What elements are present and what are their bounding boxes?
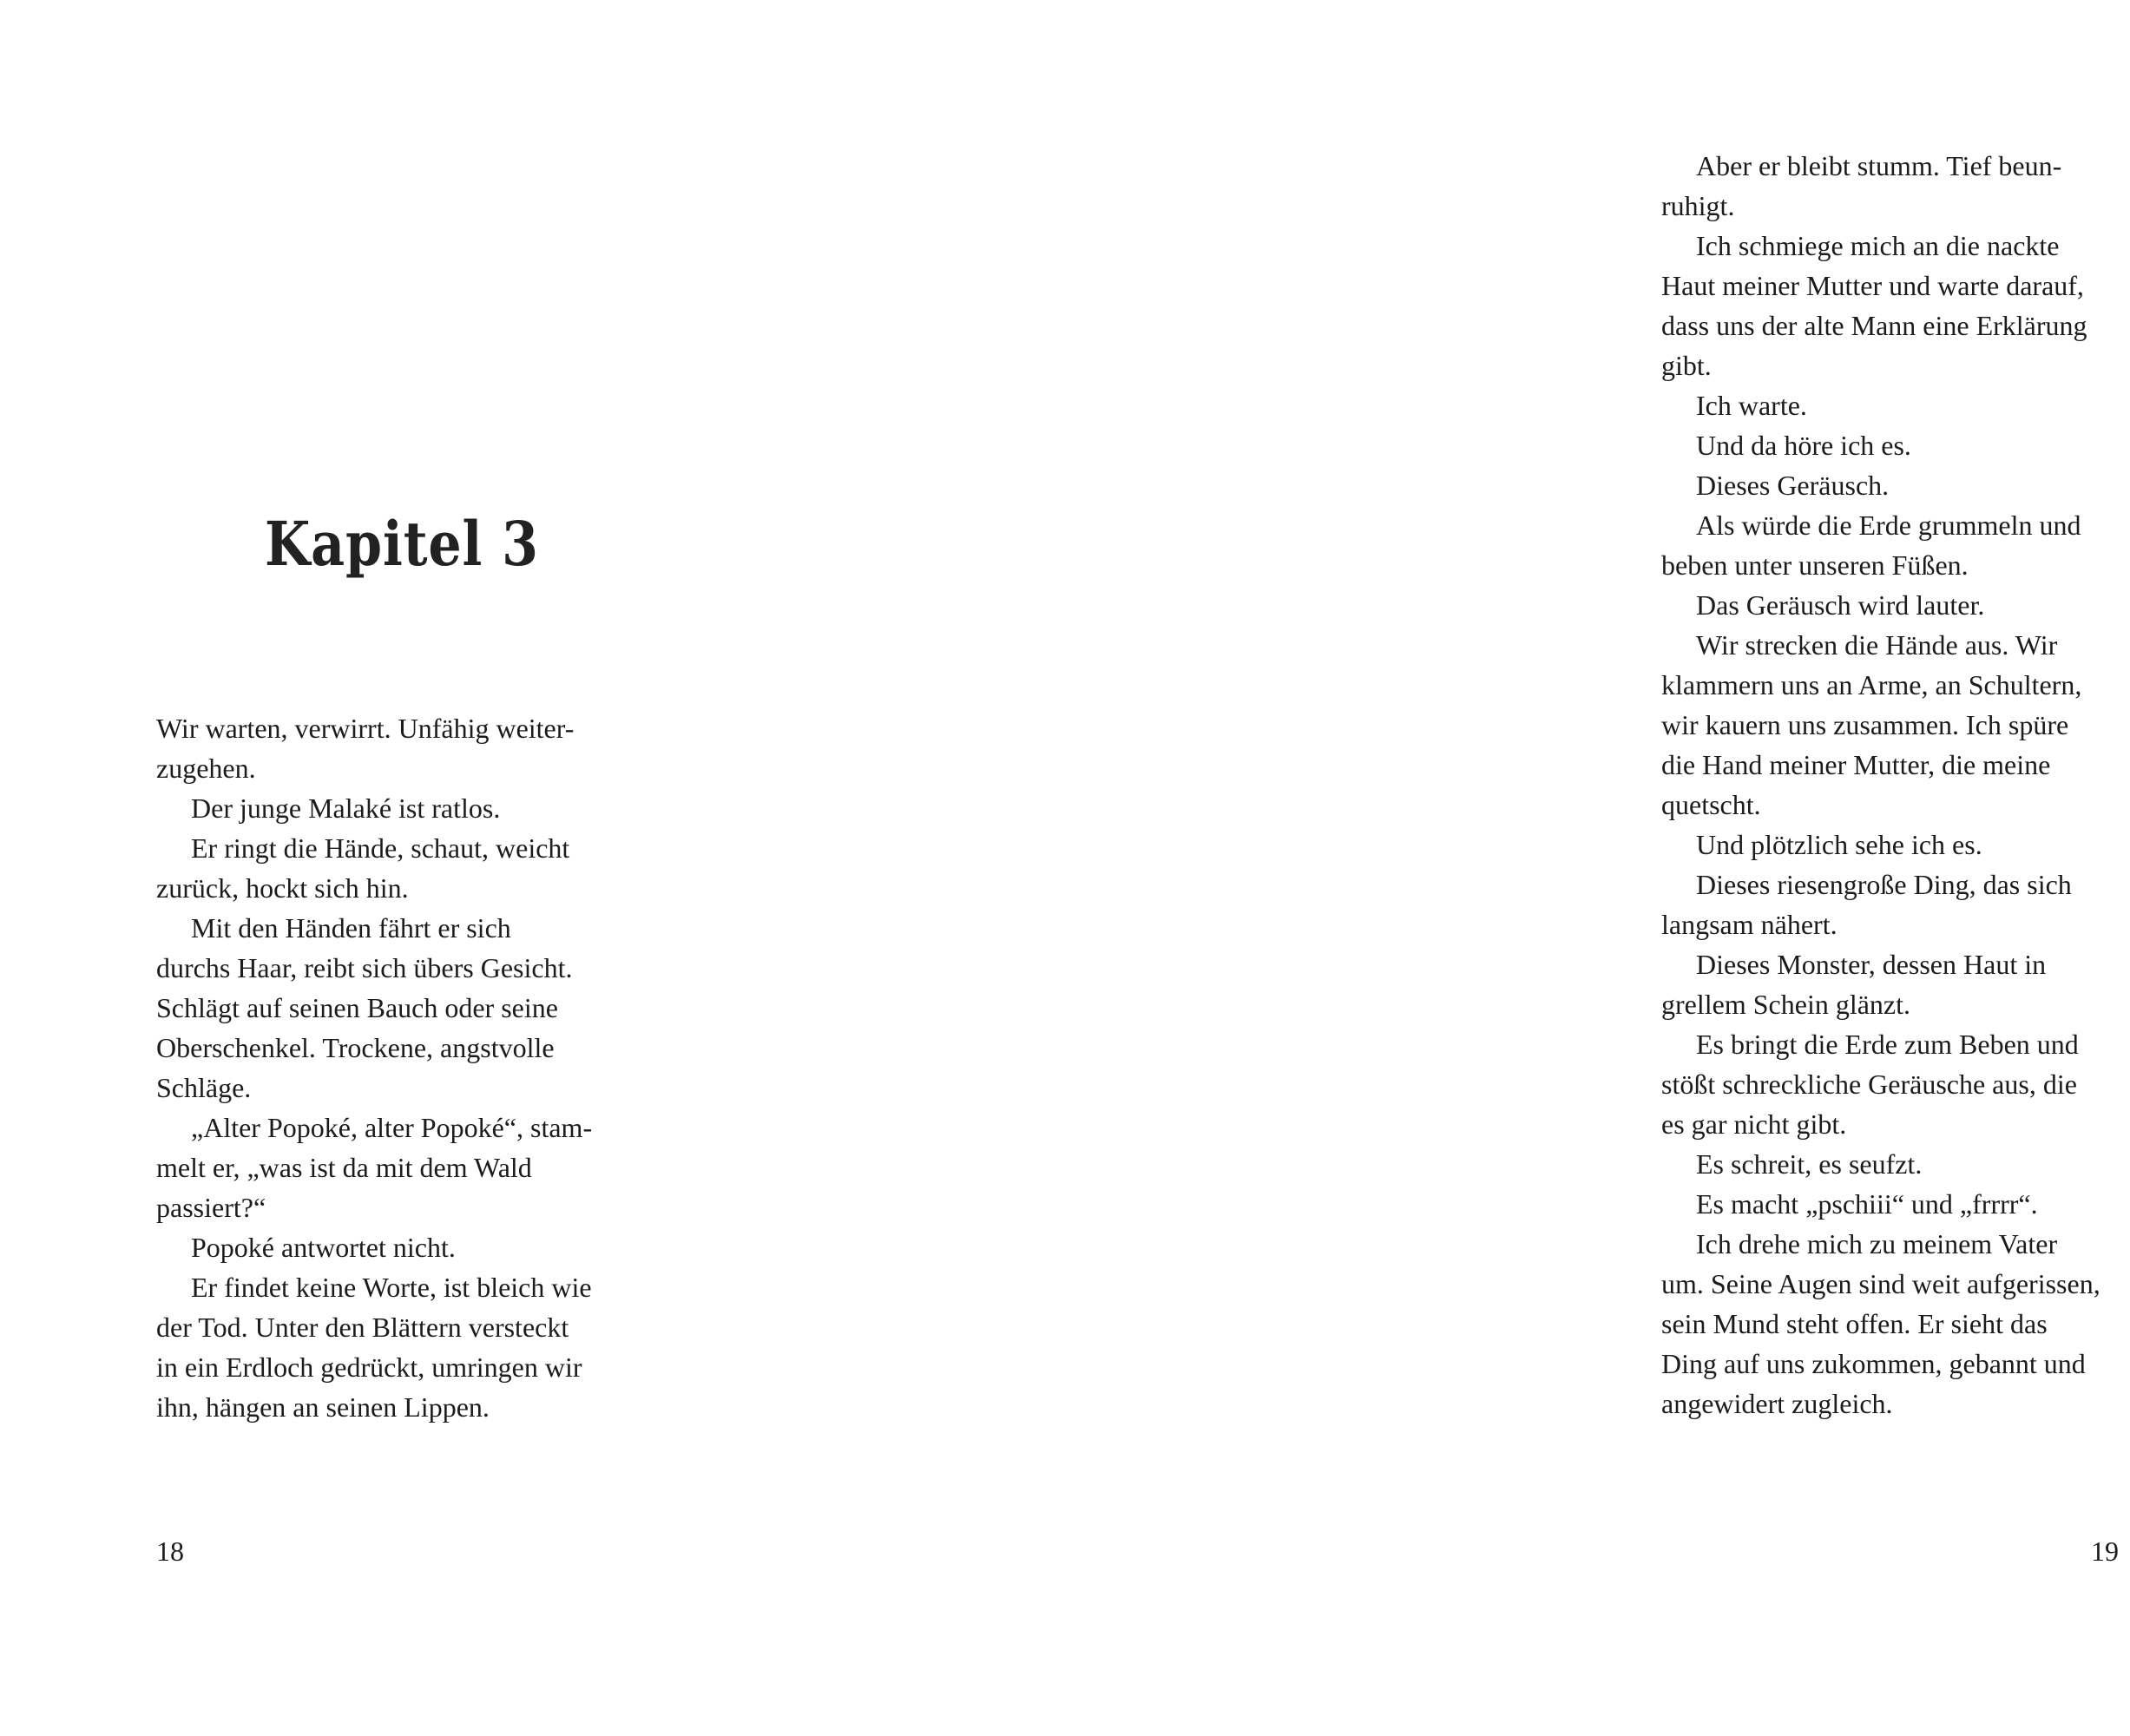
left-page — [0, 0, 761, 1736]
text-line: ruhigt. — [1661, 190, 1735, 221]
text-line: Das Geräusch wird lauter. — [1696, 589, 1985, 621]
text-line: Als würde die Erde grummeln und — [1696, 510, 2081, 541]
chapter-title: Kapitel 3 — [265, 508, 539, 580]
text-line: Oberschenkel. Trockene, angstvolle — [156, 1032, 555, 1063]
text-line: in ein Erdloch gedrückt, umringen wir — [156, 1351, 582, 1383]
text-line: Es macht „pschiii“ und „frrrr“. — [1696, 1188, 2038, 1220]
text-line: der Tod. Unter den Blättern versteckt — [156, 1312, 569, 1343]
text-line: melt er, „was ist da mit dem Wald — [156, 1152, 532, 1183]
text-line: Popoké antwortet nicht. — [191, 1232, 456, 1263]
text-line: Mit den Händen fährt er sich — [191, 912, 511, 944]
text-line: quetscht. — [1661, 789, 1761, 820]
text-line: beben unter unseren Füßen. — [1661, 549, 1969, 581]
text-line: um. Seine Augen sind weit aufgerissen, — [1661, 1268, 2100, 1299]
text-line: „Alter Popoké, alter Popoké“, stam- — [191, 1112, 593, 1143]
text-line: Der junge Malaké ist ratlos. — [191, 792, 501, 824]
page-number: 19 — [2091, 1535, 2119, 1567]
text-line: zugehen. — [156, 753, 256, 784]
text-line: Es schreit, es seufzt. — [1696, 1148, 1923, 1180]
text-line: Und da höre ich es. — [1696, 430, 1911, 461]
text-line: ihn, hängen an seinen Lippen. — [156, 1391, 490, 1423]
text-line: Er ringt die Hände, schaut, weicht — [191, 832, 570, 864]
text-line: angewidert zugleich. — [1661, 1388, 1893, 1419]
text-line: wir kauern uns zusammen. Ich spüre — [1661, 709, 2069, 740]
text-line: Schläge. — [156, 1072, 252, 1103]
text-line: Dieses Monster, dessen Haut in — [1696, 949, 2047, 980]
text-line: Wir strecken die Hände aus. Wir — [1696, 629, 2058, 661]
page-number: 18 — [156, 1535, 184, 1567]
text-line: langsam nähert. — [1661, 909, 1837, 940]
text-line: dass uns der alte Mann eine Erklärung — [1661, 310, 2087, 341]
text-line: es gar nicht gibt. — [1661, 1108, 1847, 1140]
text-line: klammern uns an Arme, an Schultern, — [1661, 669, 2082, 700]
text-line: Es bringt die Erde zum Beben und — [1696, 1029, 2079, 1060]
text-line: Er findet keine Worte, ist bleich wie — [191, 1272, 592, 1303]
right-page — [761, 0, 2119, 1736]
text-line: zurück, hockt sich hin. — [156, 872, 409, 904]
text-line: Haut meiner Mutter und warte darauf, — [1661, 270, 2084, 301]
text-line: Schlägt auf seinen Bauch oder seine — [156, 992, 558, 1023]
text-line: Dieses Geräusch. — [1696, 470, 1890, 501]
text-line: passiert?“ — [156, 1192, 266, 1223]
text-line: Ding auf uns zukommen, gebannt und — [1661, 1348, 2086, 1379]
text-line: sein Mund steht offen. Er sieht das — [1661, 1308, 2048, 1339]
text-line: Und plötzlich sehe ich es. — [1696, 829, 1982, 860]
left-page-text — [156, 708, 625, 1427]
text-line: grellem Schein glänzt. — [1661, 989, 1911, 1020]
text-line: stößt schreckliche Geräusche aus, die — [1661, 1069, 2077, 1100]
right-page-text — [1661, 146, 2130, 1424]
text-line: durchs Haar, reibt sich übers Gesicht. — [156, 952, 573, 983]
text-line: die Hand meiner Mutter, die meine — [1661, 749, 2051, 780]
text-line: gibt. — [1661, 350, 1712, 381]
text-line: Aber er bleibt stumm. Tief beun- — [1696, 150, 2062, 181]
text-line: Ich warte. — [1696, 390, 1807, 421]
text-line: Dieses riesengroße Ding, das sich — [1696, 869, 2072, 900]
text-line: Ich schmiege mich an die nackte — [1696, 230, 2060, 261]
text-line: Wir warten, verwirrt. Unfähig weiter- — [156, 713, 575, 744]
text-line: Ich drehe mich zu meinem Vater — [1696, 1228, 2058, 1259]
